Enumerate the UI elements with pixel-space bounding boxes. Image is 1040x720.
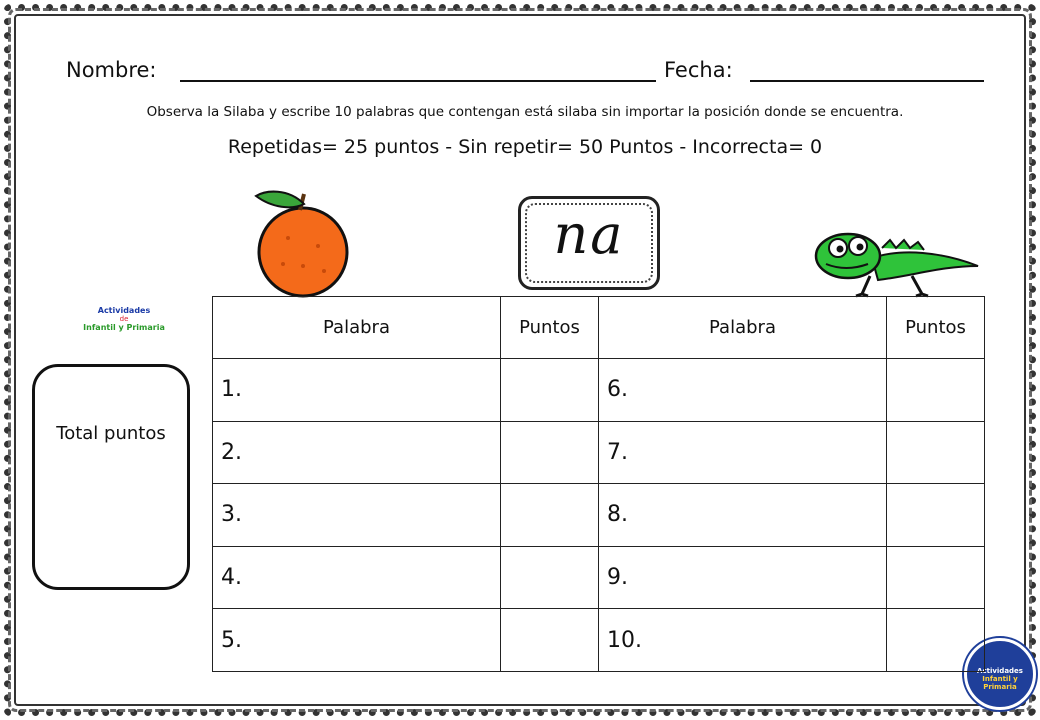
points-cell[interactable] — [501, 484, 599, 547]
points-cell[interactable] — [887, 359, 985, 422]
word-cell[interactable]: 1. — [213, 359, 501, 422]
syllable-text: na — [553, 203, 625, 266]
points-cell[interactable] — [501, 359, 599, 422]
badge-line-2: Infantil y Primaria — [982, 675, 1018, 691]
points-cell[interactable] — [887, 546, 985, 609]
points-cell[interactable] — [887, 421, 985, 484]
words-table — [212, 296, 985, 672]
table-header-row — [213, 297, 985, 359]
name-date-row — [66, 58, 986, 88]
points-cell[interactable] — [501, 609, 599, 672]
word-cell[interactable]: 7. — [599, 421, 887, 484]
word-cell[interactable]: 3. — [213, 484, 501, 547]
name-label: Nombre: — [66, 58, 157, 82]
word-cell[interactable]: 4. — [213, 546, 501, 609]
word-cell[interactable]: 5. — [213, 609, 501, 672]
date-label: Fecha: — [664, 58, 733, 82]
logo-line-2: de — [119, 315, 129, 323]
header-word-right: Palabra — [599, 297, 887, 359]
table-row — [213, 609, 985, 672]
logo-line-3: Infantil y Primaria — [83, 323, 165, 332]
total-points-label: Total puntos — [56, 423, 166, 444]
badge-line-1: Actividades — [977, 667, 1023, 675]
header-points-right: Puntos — [887, 297, 985, 359]
iguana-icon — [812, 218, 982, 298]
scoring-text: Repetidas= 25 puntos - Sin repetir= 50 Puntos - Incorrecta= 0 — [227, 136, 823, 158]
total-points-box[interactable] — [32, 364, 190, 590]
orange-icon — [248, 186, 358, 298]
syllable-card — [518, 196, 660, 290]
word-cell[interactable]: 10. — [599, 609, 887, 672]
header-word-left: Palabra — [213, 297, 501, 359]
name-field-line[interactable] — [180, 80, 656, 82]
publisher-logo — [76, 306, 172, 342]
table-row — [213, 546, 985, 609]
word-cell[interactable]: 8. — [599, 484, 887, 547]
header-points-left: Puntos — [501, 297, 599, 359]
word-cell[interactable]: 6. — [599, 359, 887, 422]
instruction-text: Observa la Silaba y escribe 10 palabras que contengan está silaba sin importar la posición donde se encuentra. — [146, 104, 904, 120]
points-cell[interactable] — [887, 484, 985, 547]
points-cell[interactable] — [887, 609, 985, 672]
table-row — [213, 484, 985, 547]
points-cell[interactable] — [501, 546, 599, 609]
table-row — [213, 421, 985, 484]
logo-line-1: Actividades — [97, 306, 151, 315]
word-cell[interactable]: 2. — [213, 421, 501, 484]
points-cell[interactable] — [501, 421, 599, 484]
word-cell[interactable]: 9. — [599, 546, 887, 609]
date-field-line[interactable] — [750, 80, 984, 82]
table-row — [213, 359, 985, 422]
